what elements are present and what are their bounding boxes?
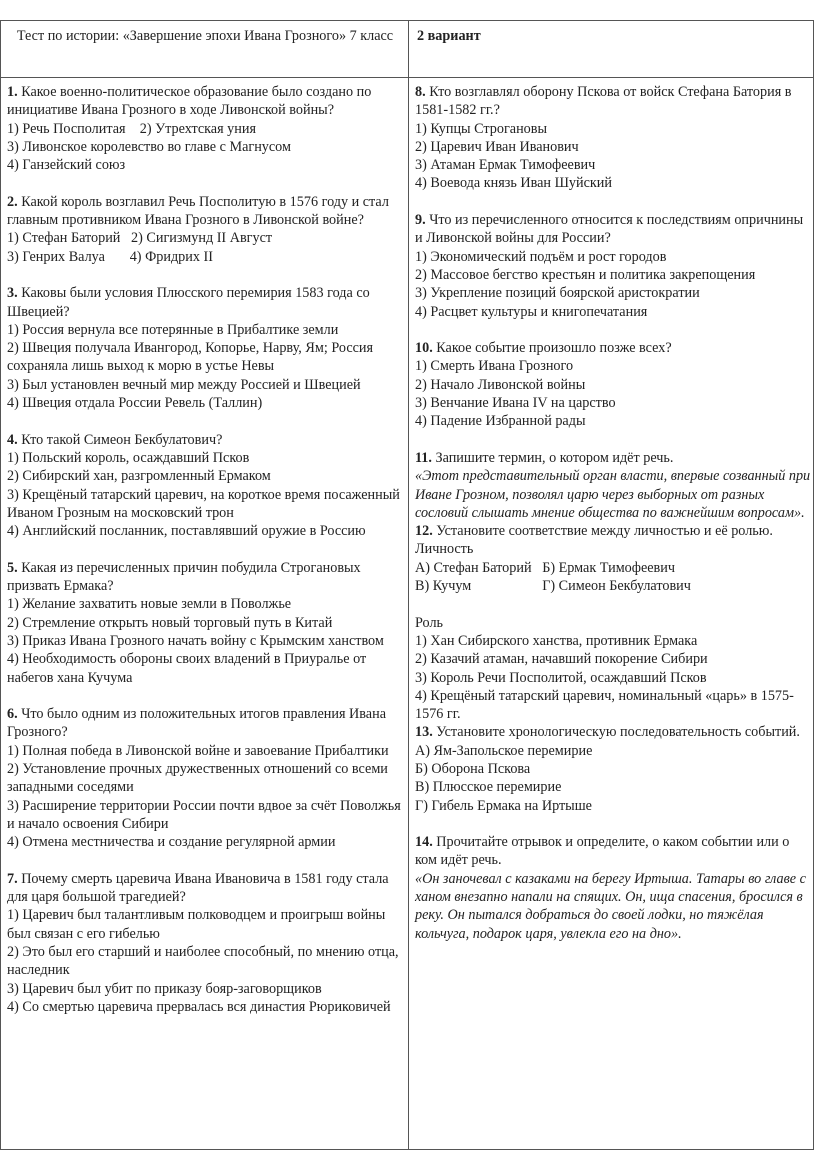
option: 2) Стремление открыть новый торговый путь в Китай <box>7 614 333 631</box>
person-row <box>415 577 811 595</box>
option: 2) Сибирский хан, разгромленный Ермаком <box>7 468 271 485</box>
question-number: 12. <box>415 523 433 540</box>
question-text: Каковы были условия Плюсского перемирия 1583 года со Швецией? <box>7 285 370 320</box>
option: 4) Воевода князь Иван Шуйский <box>415 175 612 192</box>
option: 2) Установление прочных дружественных отношений со всеми западными соседями <box>7 760 388 796</box>
option: 3) Был установлен вечный мир между Россией и Швецией <box>7 376 361 393</box>
option: 2) Царевич Иван Иванович <box>415 138 579 155</box>
question-number: 13. <box>415 724 433 741</box>
right-column <box>415 83 811 961</box>
question-text: Установите хронологическую последовательность событий. <box>436 724 800 741</box>
option: 2) Сигизмунд II Август <box>131 230 273 247</box>
question-4 <box>7 431 405 541</box>
question-text: Что из перечисленного относится к последствиям опричнины и Ливонской войны для России? <box>415 212 804 247</box>
option: 1) Смерть Ивана Грозного <box>415 358 574 375</box>
option: 4) Фридрих II <box>129 248 213 265</box>
column-divider <box>408 21 409 1149</box>
option: 2) Начало Ливонской войны <box>415 376 586 393</box>
option: Б) Оборона Пскова <box>415 760 531 777</box>
question-text: Какая из перечисленных причин побудила Строгановых призвать Ермака? <box>7 559 361 595</box>
question-2 <box>7 193 405 266</box>
role: 2) Казачий атаман, начавший покорение Сибири <box>415 651 708 668</box>
option: 3) Приказ Ивана Грозного начать войну с Крымским ханством <box>7 632 384 649</box>
option: 1) Россия вернула все потерянные в Прибалтике земли <box>7 321 339 338</box>
header-divider <box>1 77 813 78</box>
question-number: 8. <box>415 84 426 100</box>
option: 1) Царевич был талантливым полководцем и проигрыш войны был связан с его гибелью <box>7 907 386 942</box>
question-5 <box>7 559 405 687</box>
option: 2) Массовое бегство крестьян и политика закрепощения <box>415 266 756 283</box>
question-number: 1. <box>7 84 18 100</box>
option: 1) Полная победа в Ливонской войне и завоевание Прибалтики <box>7 742 389 759</box>
question-text: Прочитайте отрывок и определите, о каком событии или о ком идёт речь. <box>415 834 790 869</box>
option: 1) Желание захватить новые земли в Поволжье <box>7 596 292 613</box>
question-number: 5. <box>7 559 18 576</box>
person: А) Стефан Баторий <box>415 559 532 576</box>
question-text: Установите соответствие между личностью и её ролью. <box>436 523 773 540</box>
question-text: Кто возглавлял оборону Пскова от войск Стефана Батория в 1581-1582 гг.? <box>415 84 792 119</box>
roles-label: Роль <box>415 614 443 631</box>
question-number: 6. <box>7 706 18 723</box>
option: В) Плюсское перемирие <box>415 779 562 796</box>
question-text: Какое событие произошло позже всех? <box>436 340 672 357</box>
person: В) Кучум <box>415 578 472 595</box>
quote-text: «Он заночевал с казаками на берегу Иртыша. Татары во главе с ханом внезапно напали на спящих. Он, ища спасения, бросился в реку. Он пытался добраться до своей лодки, но тяжёлая кольчуга, подарок царя, увлекла его на дно». <box>415 870 806 942</box>
option: 4) Расцвет культуры и книгопечатания <box>415 303 648 320</box>
question-text: Почему смерть царевича Ивана Ивановича в 1581 году стала для царя большой трагедией? <box>7 870 389 906</box>
option: 3) Венчание Ивана IV на царство <box>415 395 616 412</box>
option-row <box>7 248 405 266</box>
option: 3) Крещёный татарский царевич, на короткое время посаженный Иваном Грозным на московский трон <box>7 486 400 521</box>
question-8 <box>415 83 811 193</box>
question-text: Какой король возглавил Речь Посполитую в 1576 году и стал главным противником Ивана Грозного в Ливонской войне? <box>7 193 389 229</box>
quote-text: «Этот представительный орган власти, впервые созванный при Иване Грозном, позволял царю через выборных от разных сословий слышать мнение общества по важнейшим вопросам». <box>415 468 811 521</box>
question-number: 11. <box>415 449 432 466</box>
option: 1) Экономический подъём и рост городов <box>415 248 667 265</box>
test-title: Тест по истории: «Завершение эпохи Ивана Грозного» 7 класс <box>16 28 394 44</box>
question-14 <box>415 833 811 943</box>
question-number: 10. <box>415 340 433 357</box>
option: 3) Укрепление позиций боярской аристократии <box>415 285 700 302</box>
option: 3) Царевич был убит по приказу бояр-заговорщиков <box>7 980 322 997</box>
question-12 <box>415 522 811 723</box>
option: 4) Швеция отдала России Ревель (Таллин) <box>7 395 263 412</box>
question-text: Какое военно-политическое образование было создано по инициативе Ивана Грозного в ходе Ливонской войны? <box>7 84 372 119</box>
question-number: 2. <box>7 193 18 210</box>
option: 2) Это был его старший и наиболее способный, по мнению отца, наследник <box>7 943 399 979</box>
variant-label: 2 вариант <box>417 28 481 44</box>
role: 3) Король Речи Посполитой, осаждавший Псков <box>415 669 707 686</box>
option: А) Ям-Запольское перемирие <box>415 742 593 759</box>
question-9 <box>415 211 811 321</box>
option: Г) Гибель Ермака на Иртыше <box>415 797 592 814</box>
left-column <box>7 83 405 1034</box>
option: 1) Польский король, осаждавший Псков <box>7 449 250 466</box>
option: 4) Необходимость обороны своих владений в Приуралье от набегов хана Кучума <box>7 651 367 686</box>
option: 3) Ливонское королевство во главе с Магнусом <box>7 138 291 155</box>
question-text: Кто такой Симеон Бекбулатович? <box>21 431 223 448</box>
option: 4) Со смертью царевича прервалась вся династия Рюриковичей <box>7 998 391 1015</box>
question-3 <box>7 284 405 412</box>
option: 3) Расширение территории России почти вдвое за счёт Поволжья и начало освоения Сибири <box>7 797 401 832</box>
question-10 <box>415 339 811 430</box>
option: 4) Ганзейский союз <box>7 157 126 174</box>
role: 1) Хан Сибирского ханства, противник Ермака <box>415 632 698 649</box>
question-13 <box>415 723 811 814</box>
question-text: Запишите термин, о котором идёт речь. <box>435 449 674 466</box>
option: 4) Падение Избранной рады <box>415 413 586 430</box>
option: 3) Атаман Ермак Тимофеевич <box>415 157 596 174</box>
question-6 <box>7 705 405 851</box>
persons-label: Личность <box>415 541 474 558</box>
option: 1) Купцы Строгановы <box>415 120 547 137</box>
option: 4) Отмена местничества и создание регулярной армии <box>7 834 336 851</box>
option: 1) Стефан Баторий <box>7 230 121 247</box>
option: 1) Речь Посполитая <box>7 120 126 137</box>
option: 4) Английский посланник, поставлявший оружие в Россию <box>7 523 366 540</box>
option-row <box>7 120 405 138</box>
role: 4) Крещёный татарский царевич, номинальный «царь» в 1575-1576 гг. <box>415 687 794 723</box>
question-7 <box>7 870 405 1016</box>
question-11 <box>415 449 811 522</box>
question-number: 9. <box>415 212 426 229</box>
person-row <box>415 559 811 577</box>
question-number: 4. <box>7 431 18 448</box>
question-number: 7. <box>7 870 18 887</box>
test-sheet <box>0 20 814 1150</box>
person: Б) Ермак Тимофеевич <box>542 559 675 576</box>
question-number: 3. <box>7 285 18 302</box>
question-text: Что было одним из положительных итогов правления Ивана Грозного? <box>7 706 386 741</box>
option: 3) Генрих Валуа <box>7 248 105 265</box>
person: Г) Симеон Бекбулатович <box>542 578 691 595</box>
question-1 <box>7 83 405 174</box>
option-row <box>7 229 405 247</box>
question-number: 14. <box>415 834 433 851</box>
option: 2) Швеция получала Ивангород, Копорье, Нарву, Ям; Россия сохраняла лишь выход к морю в устье Невы <box>7 340 374 375</box>
option: 2) Утрехтская уния <box>139 120 256 137</box>
